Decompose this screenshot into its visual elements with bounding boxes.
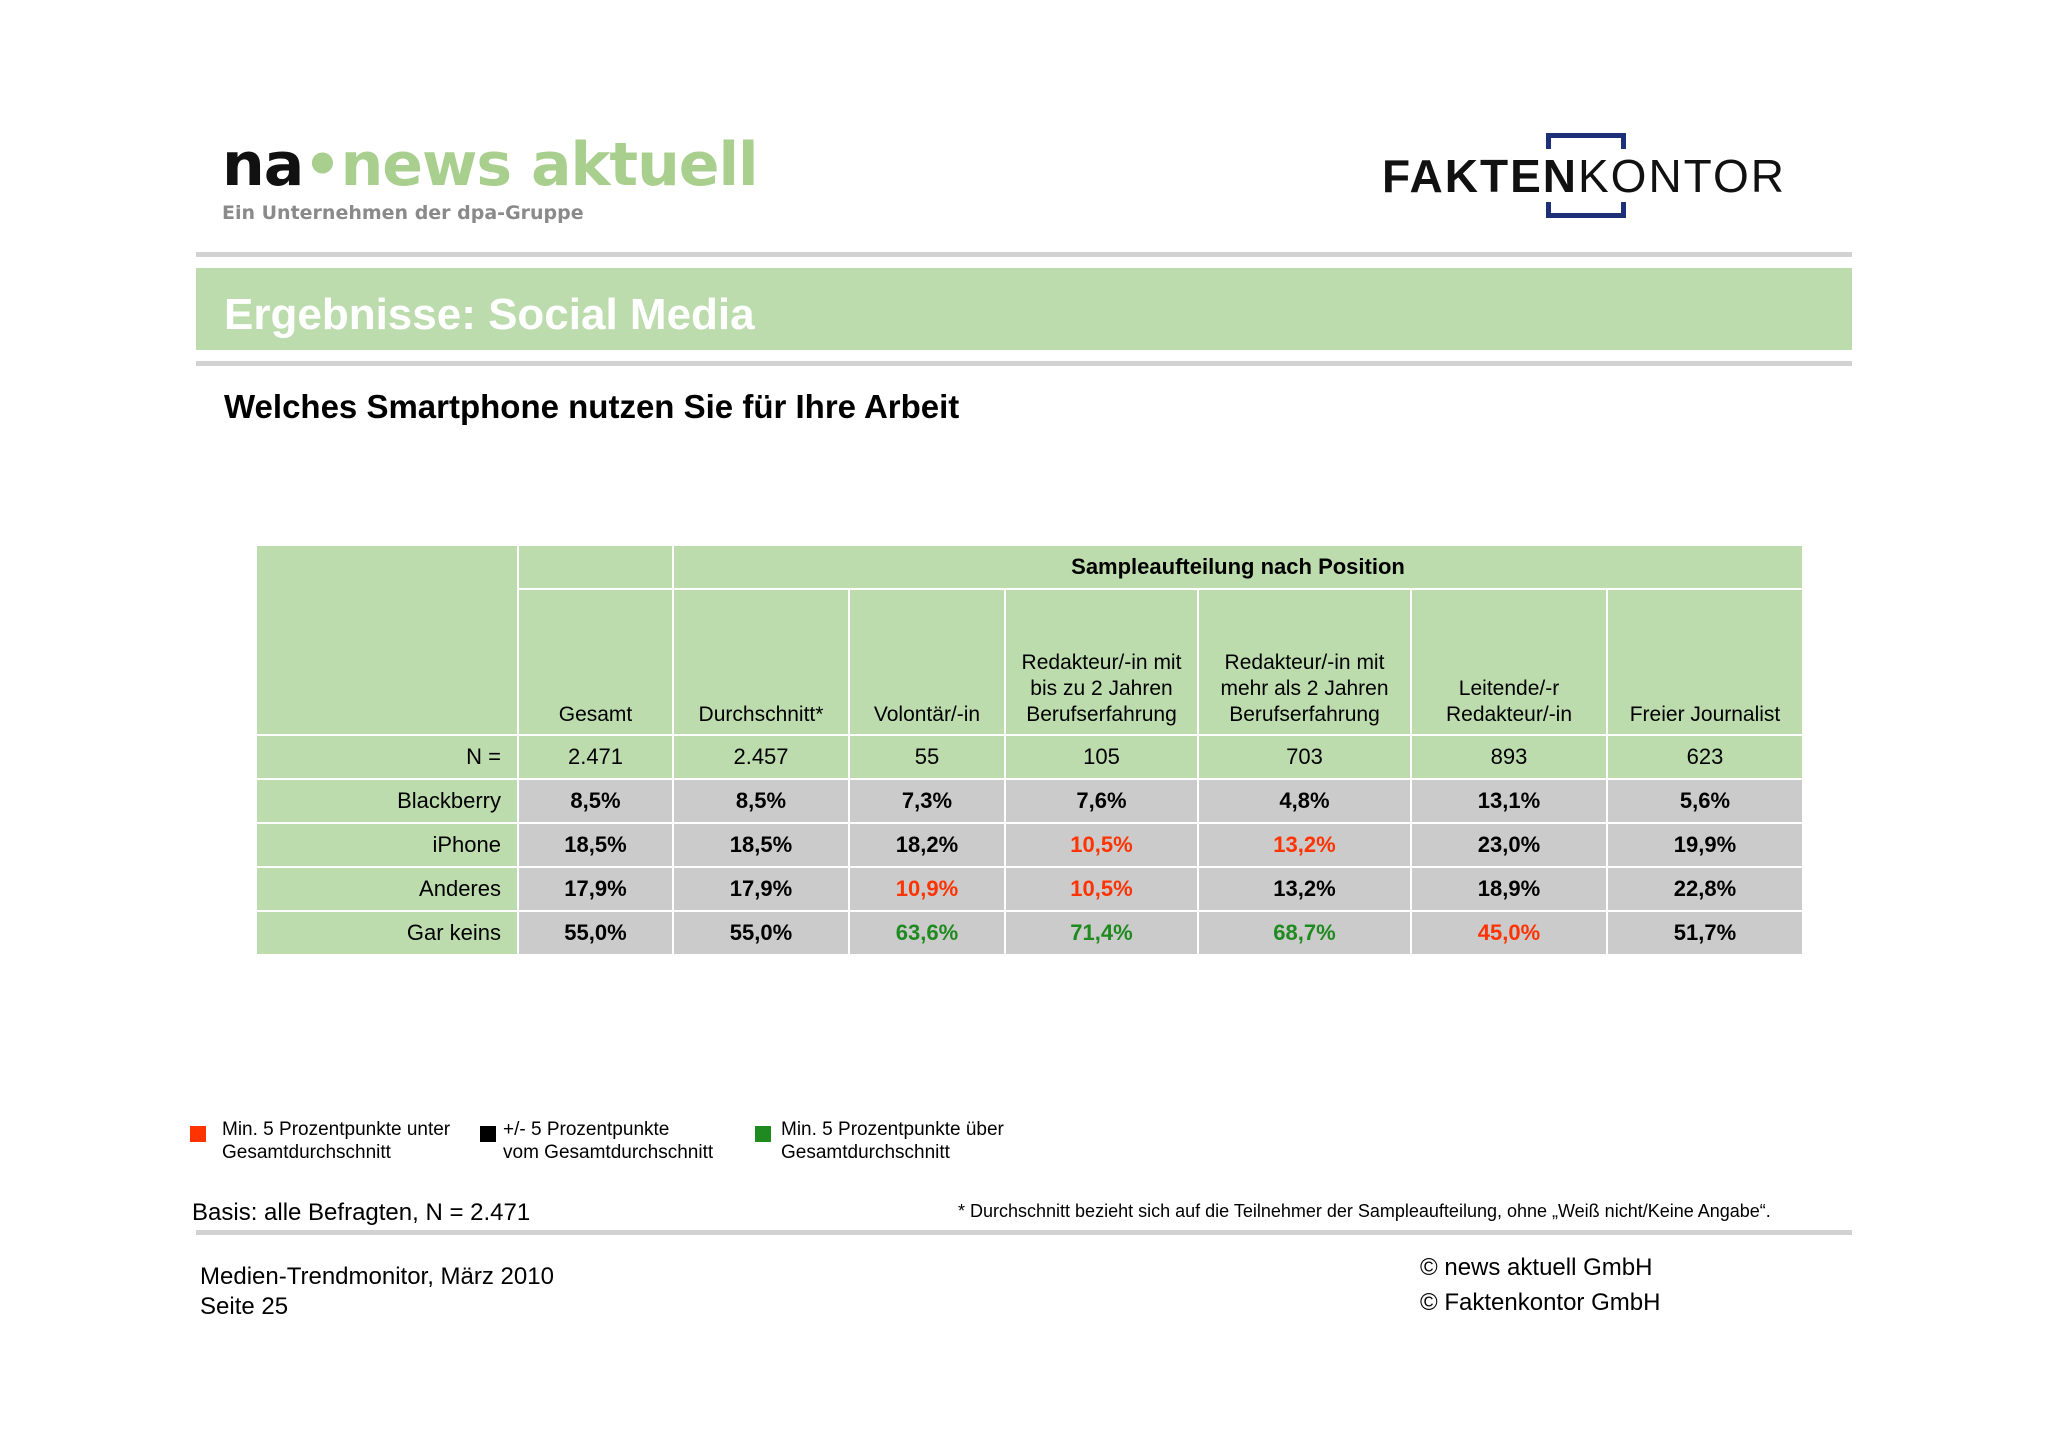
n-value-cell: 2.471 — [518, 735, 673, 779]
logo-bracket-top-icon — [1546, 133, 1626, 149]
legend-black-square-icon — [480, 1126, 496, 1142]
value-cell: 18,9% — [1411, 867, 1607, 911]
value-cell: 5,6% — [1607, 779, 1803, 823]
row-label: Gar keins — [256, 911, 518, 955]
value-cell: 45,0% — [1411, 911, 1607, 955]
value-cell: 55,0% — [518, 911, 673, 955]
value-cell: 8,5% — [673, 779, 849, 823]
value-cell: 51,7% — [1607, 911, 1803, 955]
logo-tagline: Ein Unternehmen der dpa-Gruppe — [222, 202, 584, 224]
value-cell: 63,6% — [849, 911, 1005, 955]
legend-line: Gesamtdurchschnitt — [222, 1142, 391, 1163]
faktenkontor-wordmark — [1382, 151, 1786, 201]
value-cell: 13,2% — [1198, 823, 1411, 867]
legend-item-neutral — [503, 1118, 713, 1164]
title-divider — [196, 361, 1852, 366]
logo-dot: • — [303, 130, 341, 200]
table-group-header-row — [256, 545, 1803, 589]
column-header: Freier Journalist — [1607, 589, 1803, 735]
footer-source: Medien-Trendmonitor, März 2010 — [200, 1263, 554, 1290]
value-cell: 17,9% — [673, 867, 849, 911]
logo-kontor: KONTOR — [1578, 150, 1786, 202]
n-value-cell: 2.457 — [673, 735, 849, 779]
footer-right — [1420, 1250, 1660, 1320]
news-aktuell-logo — [222, 130, 758, 224]
row-label: Anderes — [256, 867, 518, 911]
value-cell: 68,7% — [1198, 911, 1411, 955]
n-value-cell: 623 — [1607, 735, 1803, 779]
column-header: Redakteur/-in mit bis zu 2 Jahren Berufserfahrung — [1005, 589, 1198, 735]
value-cell: 55,0% — [673, 911, 849, 955]
logo-news-aktuell: news aktuell — [340, 130, 758, 200]
row-label: Blackberry — [256, 779, 518, 823]
footer-copyright-na: © news aktuell GmbH — [1420, 1254, 1653, 1281]
faktenkontor-logo — [1382, 133, 1794, 218]
footer-divider — [196, 1230, 1852, 1235]
question-heading: Welches Smartphone nutzen Sie für Ihre Arbeit — [224, 388, 960, 425]
footer-left — [200, 1262, 554, 1322]
value-cell: 13,1% — [1411, 779, 1607, 823]
basis-text: Basis: alle Befragten, N = 2.471 — [192, 1199, 531, 1226]
header-divider — [196, 252, 1852, 257]
value-cell: 17,9% — [518, 867, 673, 911]
value-cell: 18,5% — [673, 823, 849, 867]
n-value-cell: 105 — [1005, 735, 1198, 779]
value-cell: 71,4% — [1005, 911, 1198, 955]
footnote-text: * Durchschnitt bezieht sich auf die Teilnehmer der Sampleaufteilung, ohne „Weiß nicht/Keine Angabe“. — [958, 1201, 1771, 1221]
table-corner-gap — [518, 545, 673, 589]
section-title-bar — [196, 268, 1852, 350]
news-aktuell-wordmark — [222, 130, 758, 200]
value-cell: 18,5% — [518, 823, 673, 867]
column-header: Gesamt — [518, 589, 673, 735]
group-header: Sampleaufteilung nach Position — [673, 545, 1803, 589]
value-cell: 7,3% — [849, 779, 1005, 823]
row-label: iPhone — [256, 823, 518, 867]
value-cell: 7,6% — [1005, 779, 1198, 823]
footer-copyright-fk: © Faktenkontor GmbH — [1420, 1289, 1661, 1316]
results-table — [255, 544, 1804, 956]
column-header: Durchschnitt* — [673, 589, 849, 735]
legend-red-square-icon — [190, 1126, 206, 1142]
table-row-n — [256, 735, 1803, 779]
table-row — [256, 911, 1803, 955]
legend-line: Min. 5 Prozentpunkte unter — [222, 1119, 451, 1140]
row-label: N = — [256, 735, 518, 779]
legend-line: vom Gesamtdurchschnitt — [503, 1142, 714, 1163]
legend-green-square-icon — [755, 1126, 771, 1142]
legend-line: +/- 5 Prozentpunkte — [503, 1119, 670, 1140]
table-row — [256, 823, 1803, 867]
value-cell: 10,9% — [849, 867, 1005, 911]
logo-fakten: FAKTEN — [1382, 150, 1578, 202]
n-value-cell: 55 — [849, 735, 1005, 779]
value-cell: 18,2% — [849, 823, 1005, 867]
value-cell: 4,8% — [1198, 779, 1411, 823]
logo-bracket-bottom-icon — [1546, 202, 1626, 218]
legend-item-above — [781, 1118, 1004, 1164]
value-cell: 10,5% — [1005, 867, 1198, 911]
value-cell: 22,8% — [1607, 867, 1803, 911]
legend-item-below — [222, 1118, 450, 1164]
logo-na: na — [222, 130, 304, 200]
value-cell: 23,0% — [1411, 823, 1607, 867]
value-cell: 10,5% — [1005, 823, 1198, 867]
n-value-cell: 893 — [1411, 735, 1607, 779]
table-row — [256, 779, 1803, 823]
footer-page-number: Seite 25 — [200, 1293, 289, 1320]
n-value-cell: 703 — [1198, 735, 1411, 779]
legend-line: Min. 5 Prozentpunkte über — [781, 1119, 1004, 1140]
table-row — [256, 867, 1803, 911]
legend-line: Gesamtdurchschnitt — [781, 1142, 950, 1163]
column-header: Volontär/-in — [849, 589, 1005, 735]
value-cell: 19,9% — [1607, 823, 1803, 867]
column-header: Redakteur/-in mit mehr als 2 Jahren Berufserfahrung — [1198, 589, 1411, 735]
section-title: Ergebnisse: Social Media — [224, 290, 755, 339]
value-cell: 8,5% — [518, 779, 673, 823]
column-header: Leitende/-r Redakteur/-in — [1411, 589, 1607, 735]
value-cell: 13,2% — [1198, 867, 1411, 911]
table-corner-cell — [256, 545, 518, 735]
